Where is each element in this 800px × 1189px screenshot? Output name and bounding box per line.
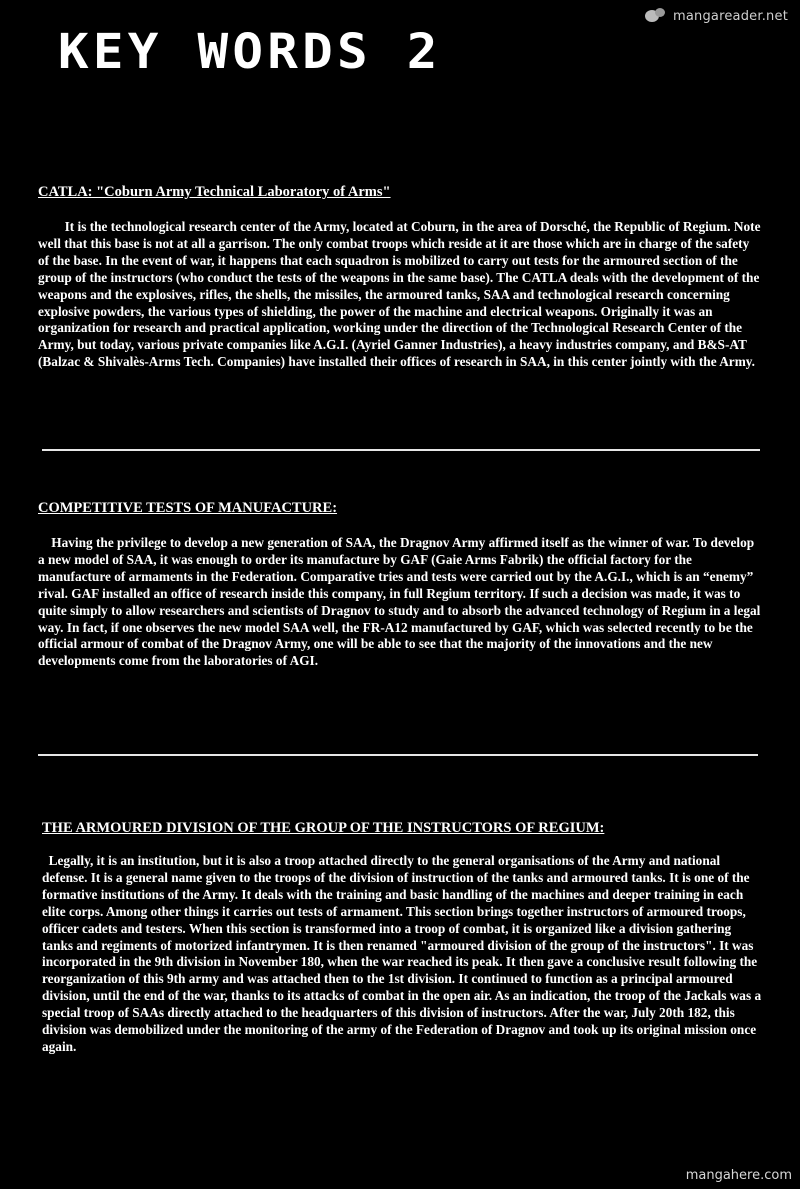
section-body-competitive-tests: Having the privilege to develop a new generation of SAA, the Dragnov Army affirmed itself as the winner of war. To develop a new model of SAA, it was enough to order its manufacture by GAF (Gaie Arms Fabrik) the official factory for the manufacture of armaments in the Federation. Comparative tries and tests were carried out by the A.G.I., which is an “enemy” rival. GAF installed an office of research inside this company, in full Regium territory. If such a decision was made, it was to quite simply to allow researchers and scientists of Dragnov to study and to absorb the advanced technology of Regium in a legal way. In fact, if one observes the new model SAA well, the FR-A12 manufactured by GAF, which was selected recently to be the official armour of combat of the Dragnov Army, one will be able to see that the majority of the innovations and the new developments come from the laboratories of AGI. — [38, 535, 764, 669]
section-divider — [42, 449, 760, 451]
top-watermark-text: mangareader.net — [673, 8, 788, 24]
mangareader-logo-icon — [643, 6, 669, 26]
section-divider — [38, 754, 758, 756]
section-body-catla: It is the technological research center of the Army, located at Coburn, in the area of Dorsché, the Republic of Regium. Note well that this base is not at all a garrison. The only combat troops which reside at it are those which are in charge of the safety of the base. In the event of war, it happens that each squadron is mobilized to carry out tests for the armoured section of the group of the instructors (who conduct the tests of the weapons in the same base). The CATLA deals with the development of the weapons and the explosives, rifles, the shells, the missiles, the armoured tanks, SAA and technological research concerning explosive powders, the various types of shielding, the power of the machine and electrical weapons. Originally it was an organization for research and practical application, working under the direction of the Technological Research Center of the Army, but today, various private companies like A.G.I. (Ayriel Ganner Industries), a heavy industries company, and B&S-AT (Balzac & Shivalès-Arms Tech. Companies) have installed their offices of research in SAA, in this center jointly with the Army. — [38, 219, 764, 370]
section-heading-armoured-division: THE ARMOURED DIVISION OF THE GROUP OF THE INSTRUCTORS OF REGIUM: — [42, 820, 605, 836]
section-heading-catla: CATLA: "Coburn Army Technical Laboratory of Arms" — [38, 184, 391, 200]
section-heading-competitive-tests: COMPETITIVE TESTS OF MANUFACTURE: — [38, 500, 338, 516]
bottom-watermark: mangahere.com — [685, 1168, 792, 1183]
page-title: KEY WORDS 2 — [58, 24, 442, 80]
section-body-armoured-division: Legally, it is an institution, but it is also a troop attached directly to the general organisations of the Army and national defense. It is a general name given to the troops of the division of instruction of the tanks and armoured tanks. It is one of the formative institutions of the Army. It deals with the training and basic handling of the machines and deeper training in each elite corps. Among other things it carries out tests of armament. This section brings together instructors of armoured troops, officer cadets and testers. When this section is transformed into a troop of combat, it is organized like a division gathering tanks and regiments of motorized infantrymen. It is then renamed "armoured division of the group of the instructors". It was incorporated in the 9th division in November 180, when the war reached its peak. It then gave a conclusive result following the reorganization of this 9th army and was attached then to the 1st division. It continued to function as a principal armoured division, until the end of the war, thanks to its attacks of combat in the open air. As an indication, the troop of the Jackals was a special troop of SAAs directly attached to the headquarters of this division of instructors. After the war, July 20th 182, this division was demobilized under the monitoring of the army of the Federation of Dragnov and took up its original mission once again. — [42, 853, 765, 1054]
top-watermark — [643, 6, 788, 26]
